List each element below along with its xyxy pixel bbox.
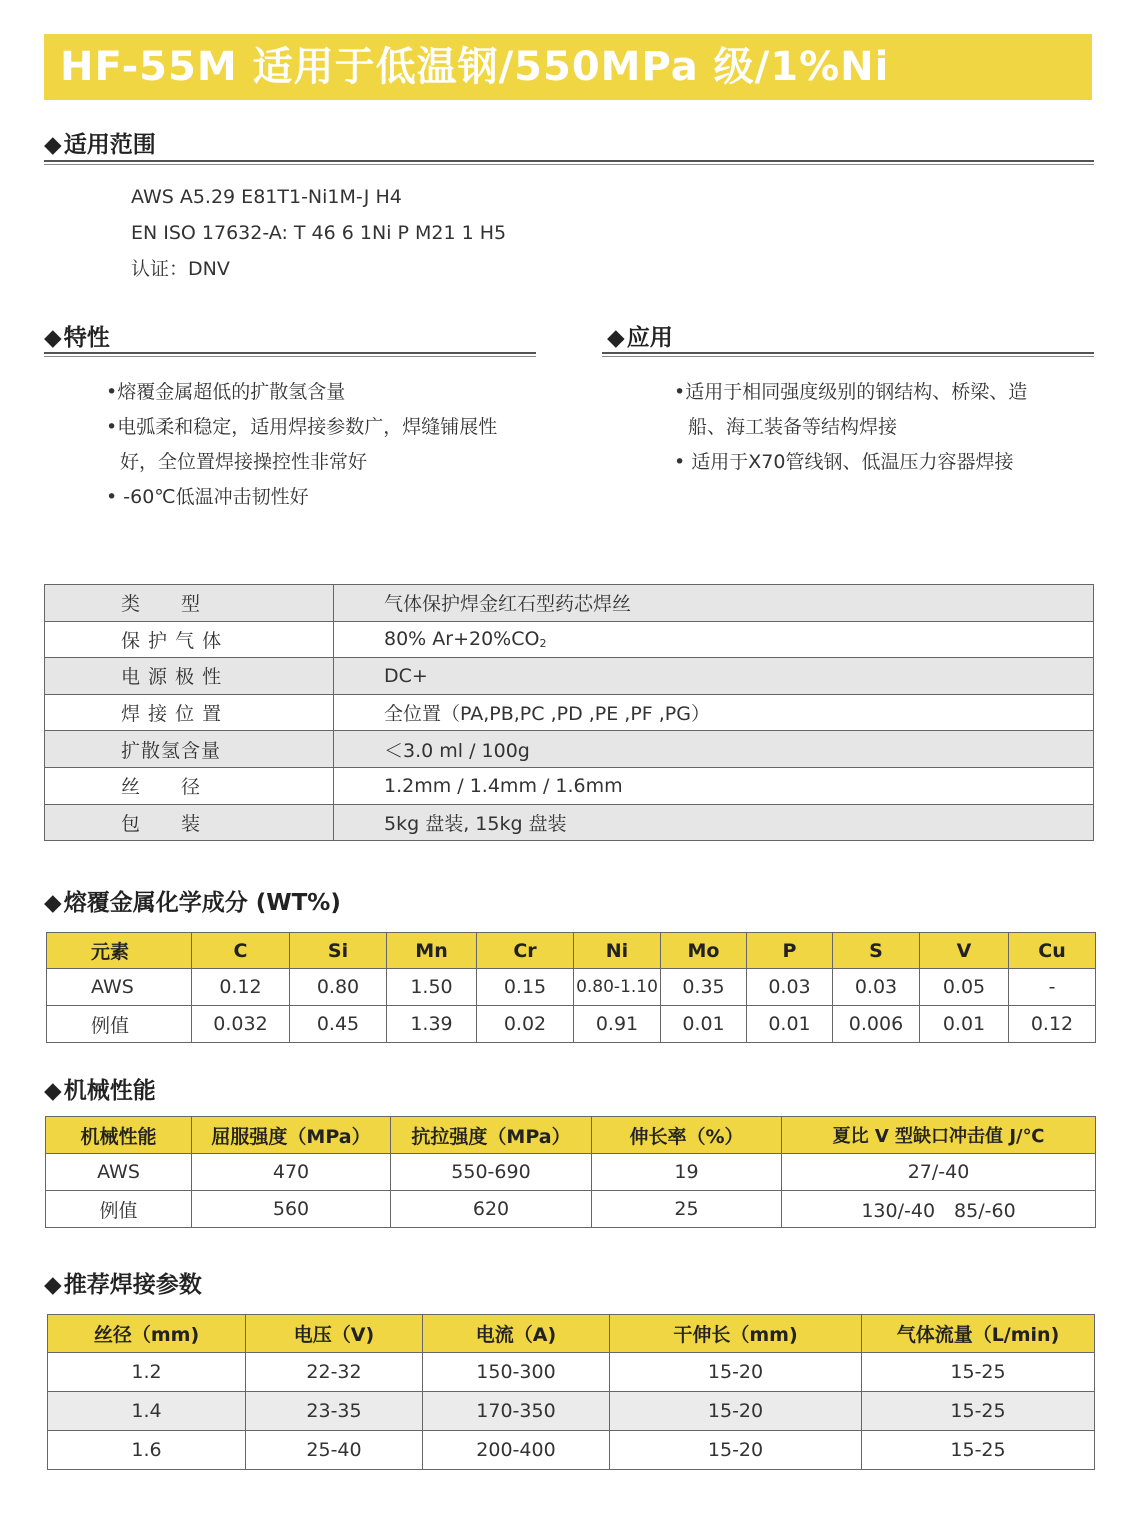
property-key: 扩散氢含量 (45, 731, 334, 768)
diamond-icon: ◆ (44, 132, 62, 158)
column-header: S (833, 933, 920, 969)
table-row (45, 621, 1094, 658)
mechanical-heading-text: 机械性能 (63, 1078, 156, 1104)
table-cell: 15-20 (610, 1392, 862, 1431)
parameters-heading (44, 1266, 202, 1299)
table-cell: 0.02 (477, 1006, 574, 1043)
table-cell: 22-32 (246, 1353, 423, 1392)
application-item: • 适用于X70管线钢、低温压力容器焊接 (674, 451, 1014, 473)
scope-line: AWS A5.29 E81T1-Ni1M-J H4 (131, 186, 402, 208)
property-value-text: 80% Ar+20%CO (384, 628, 540, 651)
column-header: Mo (661, 933, 747, 969)
table-cell: AWS (47, 969, 192, 1006)
table-cell: 1.50 (387, 969, 477, 1006)
property-value: DC+ (334, 658, 1094, 695)
parameters-table (47, 1314, 1095, 1470)
table-header-row (46, 1117, 1096, 1154)
table-cell: 0.01 (661, 1006, 747, 1043)
table-header-row (48, 1315, 1095, 1353)
chemistry-table (46, 932, 1096, 1043)
table-header-row (47, 933, 1096, 969)
table-cell: 560 (192, 1191, 391, 1228)
column-header: 干伸长（mm) (610, 1315, 862, 1353)
property-value (334, 621, 1094, 658)
table-row (47, 969, 1096, 1006)
table-cell: 0.45 (290, 1006, 387, 1043)
scope-heading-text: 适用范围 (63, 132, 156, 158)
properties-table (44, 584, 1094, 841)
table-row (48, 1392, 1095, 1431)
feature-item: •熔覆金属超低的扩散氢含量 (106, 381, 346, 403)
column-header: 丝径（mm) (48, 1315, 246, 1353)
table-cell: 0.80-1.10 (574, 969, 661, 1006)
diamond-icon: ◆ (44, 1272, 62, 1298)
applications-list (674, 375, 1027, 480)
feature-item: • -60℃低温冲击韧性好 (106, 486, 309, 508)
table-cell: 0.03 (833, 969, 920, 1006)
table-cell: 0.006 (833, 1006, 920, 1043)
table-cell: 15-20 (610, 1353, 862, 1392)
table-cell: 23-35 (246, 1392, 423, 1431)
table-cell: AWS (46, 1154, 192, 1191)
table-cell: 0.01 (747, 1006, 833, 1043)
parameters-heading-text: 推荐焊接参数 (63, 1272, 202, 1298)
diamond-icon: ◆ (607, 325, 625, 351)
table-cell: 19 (592, 1154, 782, 1191)
features-divider (44, 352, 536, 357)
column-header: 气体流量（L/min) (862, 1315, 1095, 1353)
table-cell: 0.12 (192, 969, 290, 1006)
diamond-icon: ◆ (44, 325, 62, 351)
column-header: P (747, 933, 833, 969)
scope-line: 认证：DNV (131, 258, 230, 280)
property-key: 丝 径 (45, 767, 334, 804)
table-row (47, 1006, 1096, 1043)
table-cell: 0.91 (574, 1006, 661, 1043)
table-cell: 15-25 (862, 1392, 1095, 1431)
table-cell: 1.2 (48, 1353, 246, 1392)
column-header: 电压（V) (246, 1315, 423, 1353)
mechanical-heading (44, 1072, 156, 1105)
property-value: 5kg 盘装, 15kg 盘装 (334, 804, 1094, 841)
table-cell: 130/-40 85/-60 (782, 1191, 1096, 1228)
property-key: 保 护 气 体 (45, 621, 334, 658)
table-cell: 0.80 (290, 969, 387, 1006)
scope-heading (44, 126, 156, 159)
column-header: 屈服强度（MPa） (192, 1117, 391, 1154)
feature-item: •电弧柔和稳定，适用焊接参数广，焊缝铺展性 (106, 416, 498, 438)
property-value: 全位置（PA,PB,PC ,PD ,PE ,PF ,PG） (334, 694, 1094, 731)
column-header: 元素 (47, 933, 192, 969)
property-key: 焊 接 位 置 (45, 694, 334, 731)
table-cell: 0.032 (192, 1006, 290, 1043)
column-header: 伸长率（%） (592, 1117, 782, 1154)
column-header: Ni (574, 933, 661, 969)
features-heading-text: 特性 (63, 325, 110, 351)
column-header: 电流（A) (423, 1315, 610, 1353)
table-cell: 25-40 (246, 1431, 423, 1470)
column-header: V (920, 933, 1009, 969)
table-row (45, 804, 1094, 841)
table-row (46, 1191, 1096, 1228)
table-cell: 0.15 (477, 969, 574, 1006)
table-cell: 例值 (46, 1191, 192, 1228)
table-row (45, 658, 1094, 695)
table-cell: 15-20 (610, 1431, 862, 1470)
table-row (45, 694, 1094, 731)
table-cell: 620 (391, 1191, 592, 1228)
column-header: 机械性能 (46, 1117, 192, 1154)
applications-divider (602, 352, 1094, 357)
table-cell: 170-350 (423, 1392, 610, 1431)
diamond-icon: ◆ (44, 1078, 62, 1104)
table-cell: 25 (592, 1191, 782, 1228)
subscript: 2 (539, 637, 547, 651)
table-cell: 0.01 (920, 1006, 1009, 1043)
applications-heading-text: 应用 (626, 325, 673, 351)
table-row (45, 767, 1094, 804)
table-cell: 150-300 (423, 1353, 610, 1392)
property-value: 气体保护焊金红石型药芯焊丝 (334, 585, 1094, 622)
property-key: 包 装 (45, 804, 334, 841)
features-heading (44, 319, 110, 352)
features-list (106, 375, 497, 515)
table-cell: 0.35 (661, 969, 747, 1006)
application-item: 船、海工装备等结构焊接 (688, 416, 898, 438)
column-header: 抗拉强度（MPa） (391, 1117, 592, 1154)
column-header: Si (290, 933, 387, 969)
table-cell: 0.03 (747, 969, 833, 1006)
table-row (45, 731, 1094, 768)
property-key: 类 型 (45, 585, 334, 622)
table-row (45, 585, 1094, 622)
table-cell: 例值 (47, 1006, 192, 1043)
column-header: Cu (1009, 933, 1096, 969)
table-row (48, 1431, 1095, 1470)
application-item: •适用于相同强度级别的钢结构、桥梁、造 (674, 381, 1028, 403)
property-key: 电 源 极 性 (45, 658, 334, 695)
property-value: 1.2mm / 1.4mm / 1.6mm (334, 767, 1094, 804)
table-cell: - (1009, 969, 1096, 1006)
table-cell: 15-25 (862, 1431, 1095, 1470)
diamond-icon: ◆ (44, 890, 62, 916)
column-header: Mn (387, 933, 477, 969)
scope-divider (44, 160, 1094, 165)
table-cell: 0.12 (1009, 1006, 1096, 1043)
table-cell: 27/-40 (782, 1154, 1096, 1191)
table-row (48, 1353, 1095, 1392)
table-cell: 1.39 (387, 1006, 477, 1043)
applications-heading (607, 319, 673, 352)
column-header: Cr (477, 933, 574, 969)
table-cell: 550-690 (391, 1154, 592, 1191)
table-cell: 1.4 (48, 1392, 246, 1431)
scope-line: EN ISO 17632-A: T 46 6 1Ni P M21 1 H5 (131, 222, 507, 244)
scope-list (131, 179, 506, 287)
column-header: C (192, 933, 290, 969)
table-row (46, 1154, 1096, 1191)
column-header: 夏比 V 型缺口冲击值 J/℃ (782, 1117, 1096, 1154)
chemistry-heading-text: 熔覆金属化学成分 (WT%) (63, 890, 341, 916)
chemistry-heading (44, 884, 341, 917)
table-cell: 200-400 (423, 1431, 610, 1470)
table-cell: 1.6 (48, 1431, 246, 1470)
table-cell: 15-25 (862, 1353, 1095, 1392)
table-cell: 0.05 (920, 969, 1009, 1006)
mechanical-table (45, 1116, 1096, 1228)
property-value: ＜3.0 ml / 100g (334, 731, 1094, 768)
page-title: HF-55M 适用于低温钢/550MPa 级/1%Ni (44, 34, 1092, 100)
table-cell: 470 (192, 1154, 391, 1191)
feature-item: 好，全位置焊接操控性非常好 (120, 451, 368, 473)
